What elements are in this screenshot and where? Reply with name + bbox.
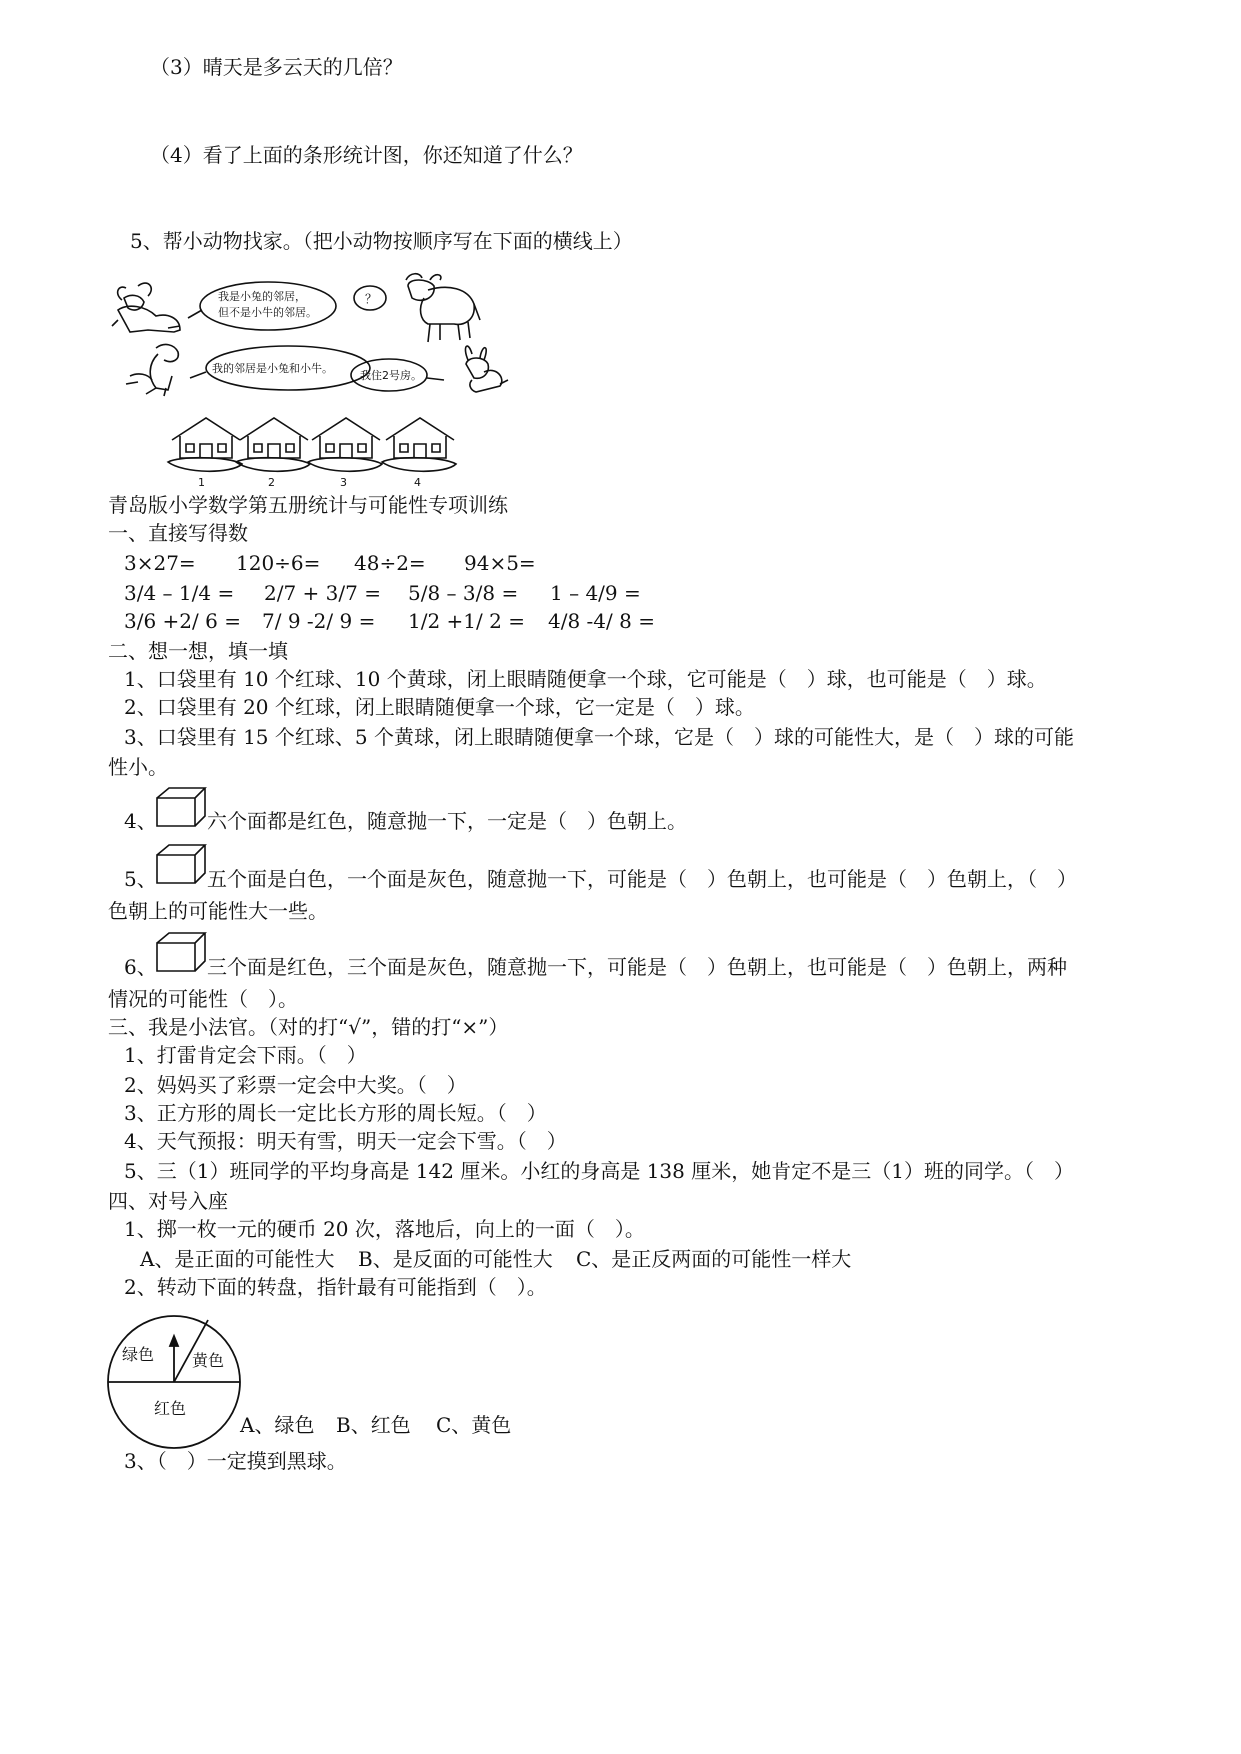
choice-option: A、是正面的可能性大 bbox=[140, 1247, 335, 1271]
choice-option: B、是反面的可能性大 bbox=[358, 1247, 553, 1271]
calc-item: 120÷6= bbox=[236, 551, 321, 575]
fill-question-3-line1: 3、口袋里有 15 个红球、5 个黄球，闭上眼睛随便拿一个球，它是（ ）球的可能性大，是（ ）球的可能 bbox=[124, 725, 1074, 749]
judge-item: 4、天气预报：明天有雪，明天一定会下雪。（ ） bbox=[124, 1129, 567, 1153]
house-number: 1 bbox=[198, 476, 205, 489]
choice-question-2: 2、转动下面的转盘，指针最有可能指到（ ）。 bbox=[124, 1275, 547, 1299]
fill-question-1: 1、口袋里有 10 个红球、10 个黄球，闭上眼睛随便拿一个球，它可能是（ ）球，也可能是（ ）球。 bbox=[124, 667, 1047, 691]
fill-question-5-line2: 色朝上的可能性大一些。 bbox=[108, 899, 328, 923]
house-icon bbox=[236, 418, 310, 471]
calc-item: 7/ 9 -2/ 9 = bbox=[262, 609, 376, 633]
section-3-title: 三、我是小法官。（对的打“√”，错的打“×”） bbox=[108, 1015, 509, 1039]
spinner-label-green: 绿色 bbox=[122, 1345, 155, 1364]
calc-item: 3/4 – 1/4 = bbox=[124, 581, 235, 605]
fill-question-4-number: 4、 bbox=[124, 809, 157, 833]
dog-icon bbox=[126, 345, 178, 396]
section-1-title: 一、直接写得数 bbox=[108, 521, 248, 545]
calc-item: 2/7 + 3/7 = bbox=[264, 581, 381, 605]
choice-option: C、黄色 bbox=[436, 1413, 512, 1437]
spinner-label-yellow: 黄色 bbox=[192, 1351, 225, 1370]
question-5: 5、帮小动物找家。（把小动物按顺序写在下面的横线上） bbox=[130, 229, 633, 253]
fill-question-4-text: 六个面都是红色，随意抛一下，一定是（ ）色朝上。 bbox=[207, 809, 687, 833]
judge-item: 2、妈妈买了彩票一定会中大奖。（ ） bbox=[124, 1073, 467, 1097]
cube-icon bbox=[155, 786, 207, 828]
house-icon bbox=[382, 418, 456, 471]
choice-question-1: 1、掷一枚一元的硬币 20 次，落地后，向上的一面（ ）。 bbox=[124, 1217, 645, 1241]
choice-option: B、红色 bbox=[336, 1413, 411, 1437]
house-number: 2 bbox=[268, 476, 275, 489]
fill-question-6-line2: 情况的可能性（ ）。 bbox=[108, 987, 298, 1011]
question-4: （4）看了上面的条形统计图，你还知道了什么？ bbox=[150, 143, 583, 167]
section-2-title: 二、想一想，填一填 bbox=[108, 639, 288, 663]
calc-item: 1 – 4/9 = bbox=[550, 581, 641, 605]
judge-item: 5、三（1）班同学的平均身高是 142 厘米。小红的身高是 138 厘米，她肯定不是三（1）班的同学。（ ） bbox=[124, 1159, 1074, 1183]
house-number: 3 bbox=[340, 476, 347, 489]
fill-question-6-number: 6、 bbox=[124, 955, 157, 979]
choice-question-3: 3、（ ）一定摸到黑球。 bbox=[124, 1449, 347, 1473]
dog-bubble: 我的邻居是小兔和小牛。 bbox=[212, 362, 333, 375]
spinner-label-red: 红色 bbox=[154, 1399, 187, 1418]
calc-item: 4/8 -4/ 8 = bbox=[548, 609, 655, 633]
goat-bubble-line2: 但不是小牛的邻居。 bbox=[218, 306, 317, 319]
fill-question-3-line2: 性小。 bbox=[108, 755, 168, 779]
calc-item: 5/8 – 3/8 = bbox=[408, 581, 519, 605]
choice-option: A、绿色 bbox=[240, 1413, 315, 1437]
animal-houses-figure bbox=[108, 268, 528, 490]
spinner-figure bbox=[104, 1310, 244, 1452]
rabbit-icon bbox=[465, 346, 508, 392]
calc-item: 1/2 +1/ 2 = bbox=[408, 609, 525, 633]
fill-question-5-number: 5、 bbox=[124, 867, 157, 891]
fill-question-5-text: 五个面是白色，一个面是灰色，随意抛一下，可能是（ ）色朝上，也可能是（ ）色朝上，（ ） bbox=[207, 867, 1077, 891]
rabbit-bubble: 我住2号房。 bbox=[360, 369, 422, 382]
judge-item: 1、打雷肯定会下雨。（ ） bbox=[124, 1043, 367, 1067]
document-title: 青岛版小学数学第五册统计与可能性专项训练 bbox=[108, 493, 508, 517]
house-icon bbox=[308, 418, 382, 471]
cube-icon bbox=[155, 843, 207, 885]
calc-item: 3×27= bbox=[124, 551, 196, 575]
fill-question-6-text: 三个面是红色，三个面是灰色，随意抛一下，可能是（ ）色朝上，也可能是（ ）色朝上，两种 bbox=[207, 955, 1067, 979]
house-number: 4 bbox=[414, 476, 421, 489]
judge-item: 3、正方形的周长一定比长方形的周长短。（ ） bbox=[124, 1101, 547, 1125]
calc-item: 48÷2= bbox=[354, 551, 426, 575]
goat-bubble-line1: 我是小兔的邻居， bbox=[218, 290, 306, 303]
house-icon bbox=[168, 418, 242, 471]
goat-icon bbox=[112, 283, 180, 332]
calc-item: 3/6 +2/ 6 = bbox=[124, 609, 241, 633]
choice-option: C、是正反两面的可能性一样大 bbox=[576, 1247, 852, 1271]
section-4-title: 四、对号入座 bbox=[108, 1189, 228, 1213]
cube-icon bbox=[155, 931, 207, 973]
cow-icon bbox=[406, 274, 480, 342]
fill-question-2: 2、口袋里有 20 个红球，闭上眼睛随便拿一个球，它一定是（ ）球。 bbox=[124, 695, 755, 719]
question-3: （3）晴天是多云天的几倍？ bbox=[150, 55, 403, 79]
calc-item: 94×5= bbox=[464, 551, 536, 575]
cow-bubble: ？ bbox=[365, 292, 378, 306]
